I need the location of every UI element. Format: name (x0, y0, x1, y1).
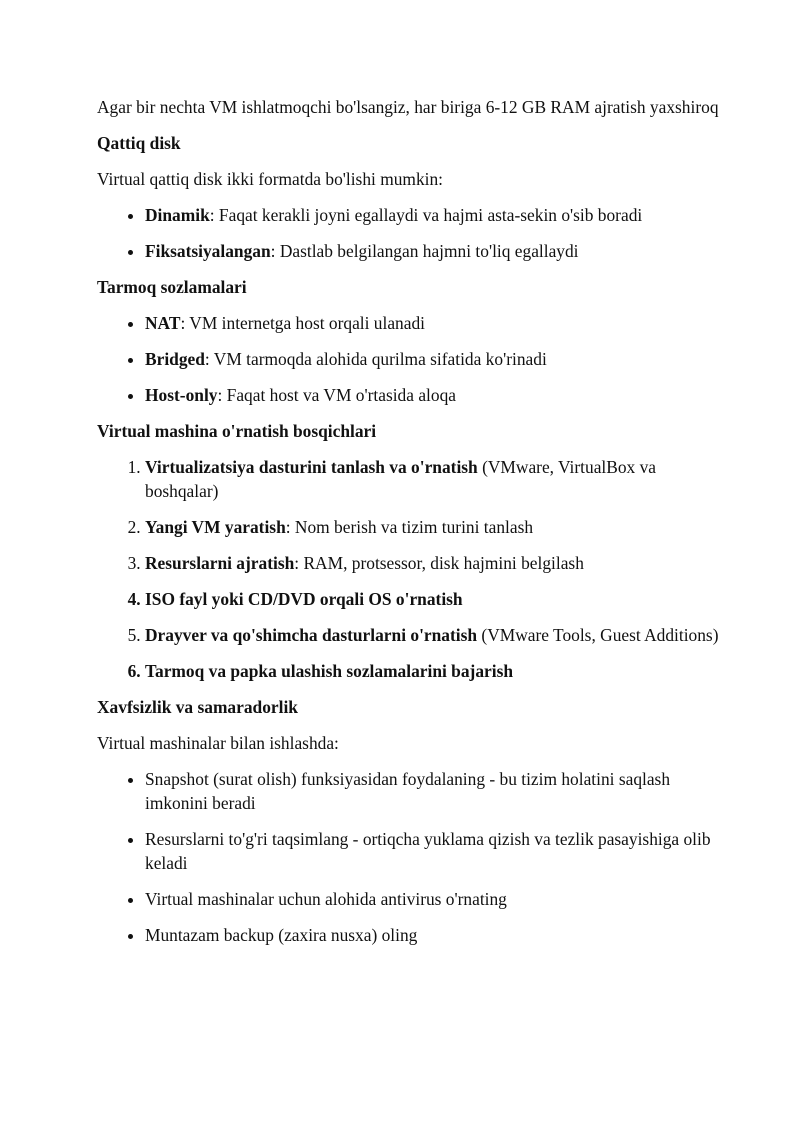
list-item (145, 239, 720, 263)
list-item-desc: (VMware, VirtualBox va boshqalar) (145, 457, 657, 501)
section-heading-install: Virtual mashina o'rnatish bosqichlari (97, 421, 377, 441)
list-item-term: Fiksatsiyalangan (145, 241, 271, 261)
list-item: • Snapshot (surat olish) funksiyasidan foydalaning - bu tizim holatini saqlash imkonini beradi (145, 767, 720, 815)
list-item (145, 203, 720, 227)
list-item-desc: : RAM, protsessor, disk hajmini belgilash (294, 553, 584, 573)
install-steps-list (97, 455, 720, 683)
network-list (97, 311, 720, 407)
list-item-term: Tarmoq va papka ulashish sozlamalarini bajarish (145, 661, 514, 681)
list-item-desc: : Faqat host va VM o'rtasida aloqa (217, 385, 456, 405)
list-item: • Muntazam backup (zaxira nusxa) oling (145, 923, 720, 947)
disk-paragraph: Virtual qattiq disk ikki formatda bo'lishi mumkin: (97, 169, 444, 189)
list-item (145, 347, 720, 371)
list-item: • Virtual mashinalar uchun alohida antivirus o'rnating (145, 887, 720, 911)
list-item-term: Bridged (145, 349, 205, 369)
list-item: • Resurslarni to'g'ri taqsimlang - ortiqcha yuklama qizish va tezlik pasayishiga olib keladi (145, 827, 720, 875)
list-item-desc: : Nom berish va tizim turini tanlash (285, 517, 534, 537)
security-list (97, 767, 720, 947)
list-item-desc: : VM internetga host orqali ulanadi (180, 313, 425, 333)
list-item-desc: (VMware Tools, Guest Additions) (477, 625, 719, 645)
list-item-term: Drayver va qo'shimcha dasturlarni o'rnatish (145, 625, 478, 645)
list-item-term: Host-only (145, 385, 218, 405)
list-item-term: Resurslarni ajratish (145, 553, 295, 573)
list-item-desc: : Faqat kerakli joyni egallaydi va hajmi asta-sekin o'sib boradi (209, 205, 643, 225)
list-item (145, 311, 720, 335)
intro-paragraph: Agar bir nechta VM ishlatmoqchi bo'lsangiz, har biriga 6-12 GB RAM ajratish yaxshiroq (97, 97, 719, 117)
disk-list (97, 203, 720, 263)
list-item-term: Dinamik (145, 205, 210, 225)
section-heading-network: Tarmoq sozlamalari (97, 277, 247, 297)
list-item (145, 551, 720, 575)
list-item (145, 659, 720, 683)
list-item (145, 455, 720, 503)
list-item-desc: : Dastlab belgilangan hajmni to'liq egallaydi (270, 241, 579, 261)
list-item-term: Yangi VM yaratish (145, 517, 286, 537)
section-heading-disk: Qattiq disk (97, 133, 181, 153)
list-item (145, 515, 720, 539)
security-paragraph: Virtual mashinalar bilan ishlashda: (97, 733, 339, 753)
list-item-term: NAT (145, 313, 181, 333)
list-item (145, 383, 720, 407)
section-heading-security: Xavfsizlik va samaradorlik (97, 697, 298, 717)
list-item-desc: : VM tarmoqda alohida qurilma sifatida ko'rinadi (204, 349, 547, 369)
list-item-term: ISO fayl yoki CD/DVD orqali OS o'rnatish (145, 589, 463, 609)
list-item (145, 623, 720, 647)
list-item-term: Virtualizatsiya dasturini tanlash va o'rnatish (145, 457, 478, 477)
list-item (145, 587, 720, 611)
